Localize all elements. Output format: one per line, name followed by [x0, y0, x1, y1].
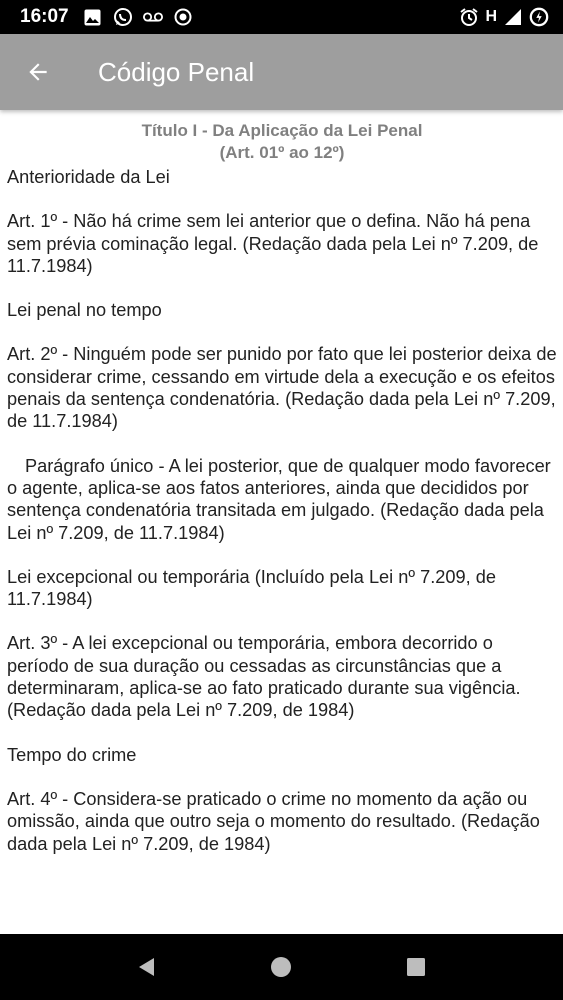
- navigation-bar: [0, 934, 563, 1000]
- status-bar: [0, 0, 563, 34]
- status-left: [20, 6, 193, 28]
- record-icon: [173, 7, 193, 27]
- content-scroll[interactable]: [0, 110, 563, 934]
- back-button[interactable]: [0, 34, 76, 110]
- network-type: H: [485, 8, 497, 25]
- section-heading: [7, 120, 557, 164]
- back-nav-button[interactable]: [127, 947, 167, 987]
- home-nav-button[interactable]: [261, 947, 301, 987]
- paragraph-lei-penal-tempo-heading: Lei penal no tempo: [7, 300, 162, 321]
- page-title: Código Penal: [98, 56, 255, 87]
- paragraph-art-1: Art. 1º - Não há crime sem lei anterior que o defina. Não há pena sem prévia cominação legal. (Redação dada pela Lei nº 7.209, de 11.7.1984): [7, 211, 539, 276]
- arrow-left-icon: [25, 59, 51, 85]
- voicemail-icon: [143, 7, 163, 27]
- whatsapp-icon: [113, 7, 133, 27]
- signal-icon: [503, 7, 523, 27]
- paragraph-tempo-crime-heading: Tempo do crime: [7, 744, 137, 765]
- battery-icon: [529, 7, 549, 27]
- paragraph-lei-excepcional-heading: Lei excepcional ou temporária (Incluído pela Lei nº 7.209, de 11.7.1984): [7, 566, 496, 610]
- paragraph-art-3: Art. 3º - A lei excepcional ou temporária, embora decorrido o período de sua duração ou cessadas as circunstâncias que a determinaram, aplica-se ao fato praticado durante sua vigência. (Redação dada pela Lei nº 7.209, de 1984): [7, 633, 521, 721]
- square-recents-icon: [406, 957, 426, 977]
- paragraph-anterioridade-heading: Anterioridade da Lei: [7, 167, 170, 187]
- app-bar: [0, 34, 563, 110]
- circle-home-icon: [270, 956, 292, 978]
- status-right: [459, 7, 549, 27]
- alarm-icon: [459, 7, 479, 27]
- paragraph-art-2: Art. 2º - Ninguém pode ser punido por fato que lei posterior deixa de considerar crime, cessando em virtude dela a execução e os efeitos penais da sentença condenatória. (Redação dada pela Lei nº 7.209, de 11.7.1984): [7, 344, 557, 432]
- triangle-back-icon: [136, 956, 158, 978]
- paragraph-paragrafo-unico: Parágrafo único - A lei posterior, que de qualquer modo favorecer o agente, aplica-se aos fatos anteriores, ainda que decididos por sentença condenatória transitada em julgado. (Redação dada pela Lei nº 7.209, de 11.7.1984): [7, 455, 551, 543]
- status-time: 16:07: [20, 6, 69, 27]
- recents-nav-button[interactable]: [396, 947, 436, 987]
- section-heading-range: (Art. 01º ao 12º): [219, 143, 345, 162]
- section-heading-title: Título I - Da Aplicação da Lei Penal: [141, 121, 423, 140]
- image-icon: [83, 7, 103, 27]
- paragraph-art-4: Art. 4º - Considera-se praticado o crime no momento da ação ou omissão, ainda que outro seja o momento do resultado. (Redação dada pela Lei nº 7.209, de 1984): [7, 788, 540, 854]
